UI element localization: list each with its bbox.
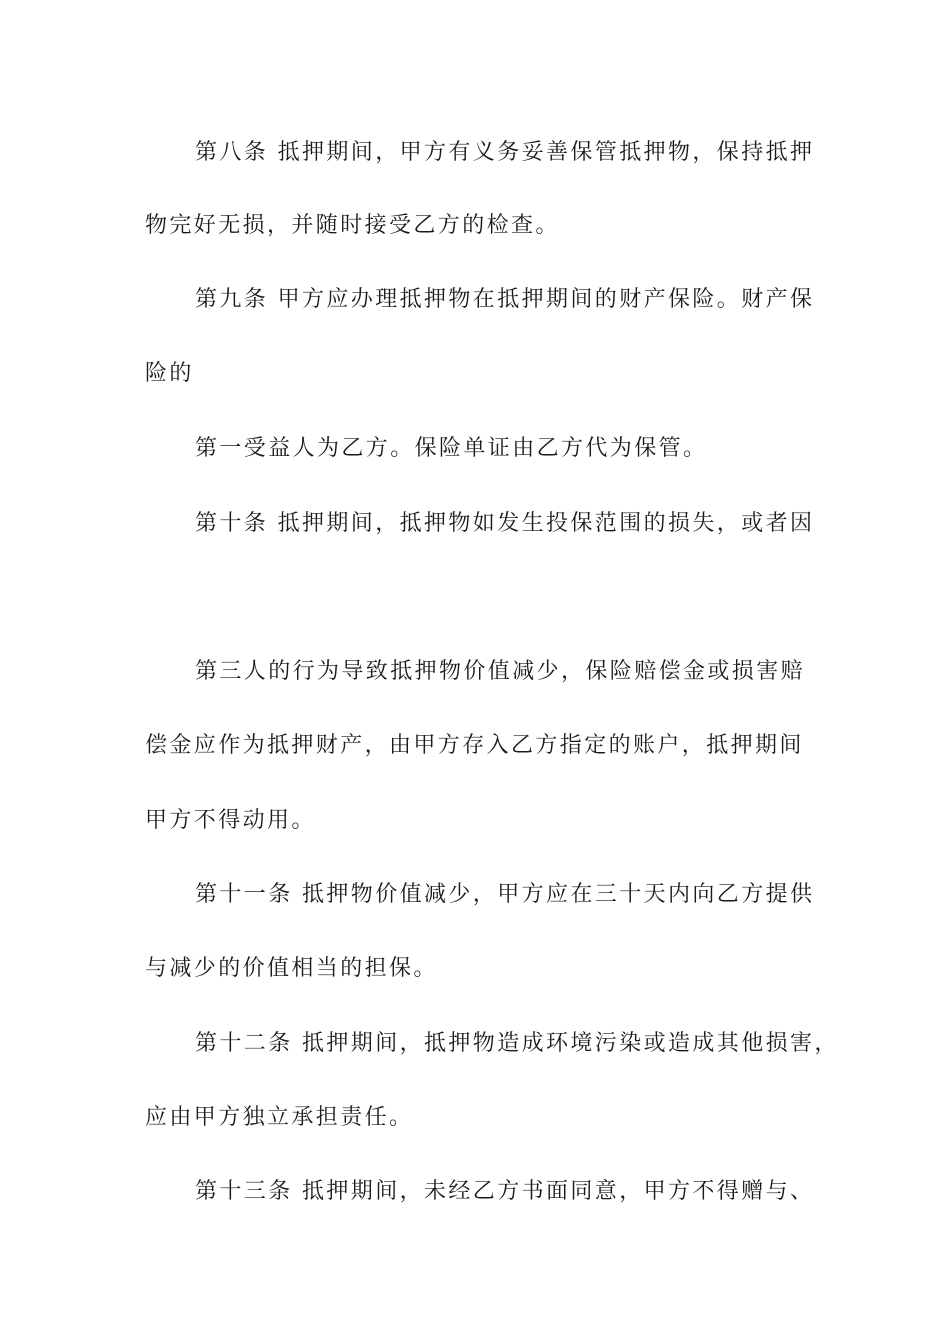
article-9-line-1: 第九条 甲方应办理抵押物在抵押期间的财产保险。财产保 bbox=[195, 287, 815, 312]
article-12-line-1: 第十二条 抵押期间，抵押物造成环境污染或造成其他损害， bbox=[195, 1031, 839, 1056]
article-9-line-3: 第一受益人为乙方。保险单证由乙方代为保管。 bbox=[195, 436, 708, 461]
article-13-line-1: 第十三条 抵押期间，未经乙方书面同意，甲方不得赠与、 bbox=[195, 1179, 815, 1204]
article-12-line-2: 应由甲方独立承担责任。 bbox=[145, 1105, 414, 1130]
article-8-line-2: 物完好无损，并随时接受乙方的检查。 bbox=[145, 213, 560, 238]
article-9-line-2: 险的 bbox=[145, 361, 194, 386]
article-10-line-2: 第三人的行为导致抵押物价值减少，保险赔偿金或损害赔 bbox=[195, 659, 806, 684]
article-10-line-3: 偿金应作为抵押财产，由甲方存入乙方指定的账户，抵押期间 bbox=[145, 733, 804, 758]
article-11-line-1: 第十一条 抵押物价值减少，甲方应在三十天内向乙方提供 bbox=[195, 882, 815, 907]
article-10-line-4: 甲方不得动用。 bbox=[145, 808, 316, 833]
article-10-line-1: 第十条 抵押期间，抵押物如发生投保范围的损失，或者因 bbox=[195, 511, 815, 536]
article-8-line-1: 第八条 抵押期间，甲方有义务妥善保管抵押物，保持抵押 bbox=[195, 140, 815, 165]
article-11-line-2: 与减少的价值相当的担保。 bbox=[145, 956, 438, 981]
